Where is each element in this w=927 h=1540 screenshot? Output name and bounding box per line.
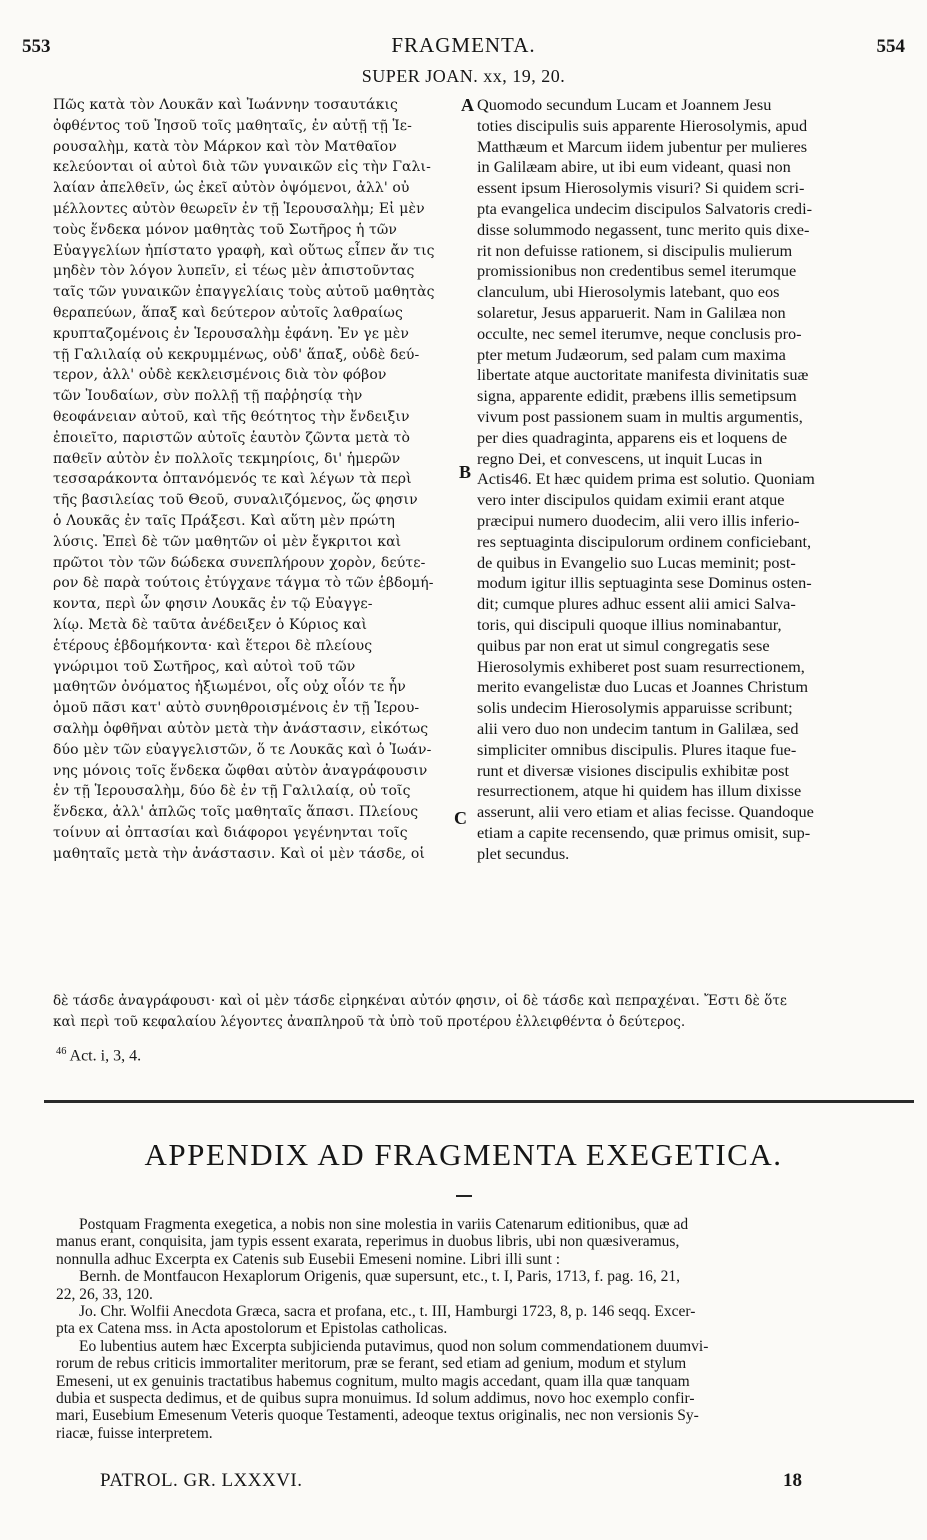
latin-text-line: clanculum, ubi Hierosolymis latebant, quo eos (477, 282, 780, 302)
footnote (56, 1046, 141, 1065)
greek-text-line: γνώριμοι τοῦ Σωτῆρος, καὶ αὐτοὶ τοῦ τῶν (53, 658, 356, 675)
greek-text-line: μαθηταῖς μετὰ τὴν ἀνάστασιν. Καὶ οἱ μὲν τάσδε, οἱ (53, 845, 426, 862)
greek-text-line: ἕνδεκα, ἀλλ' ἁπλῶς τοῖς μαθηταῖς ἅπασι. Πλείους (53, 804, 419, 821)
appendix-text-line: Jo. Chr. Wolfii Anecdota Græca, sacra et profana, etc., t. III, Hamburgi 1723, 8, p. 146 seqq. Excer- (79, 1302, 696, 1320)
footnote-text: Act. i, 3, 4. (69, 1047, 142, 1065)
greek-column (53, 95, 458, 864)
latin-text-line: per dies quadraginta, apparens eis et loquens de (477, 427, 788, 447)
title-dash (456, 1195, 472, 1197)
greek-text-line: δὲ τάσδε ἀναγράφουσι· καὶ οἱ μὲν τάσδε εἰρηκέναι αὐτόν φησιν, οἱ δὲ τάσδε καὶ πεπραχέναι. Ἔστι δὲ ὅτε (53, 993, 787, 1009)
greek-text-line: ἐν τῇ Ἱερουσαλὴμ, δύο δὲ ἐν τῇ Γαλιλαίᾳ, οὐ τοῖς (53, 783, 411, 800)
greek-text-line: τοίνυν αἱ ὀπτασίαι καὶ διάφοροι γεγένηνται τοῖς (53, 824, 408, 841)
appendix-text-line: mari, Eusebium Emesenum Veteris quoque Testamenti, adeoque textus originalis, nec non versionis Sy- (56, 1407, 699, 1425)
footer-number: 18 (783, 1470, 802, 1491)
appendix-body (56, 1216, 916, 1442)
latin-text-line: resurrectionem, atque hi quidem has illum dixisse (477, 781, 802, 801)
margin-marker-a: A (461, 95, 474, 115)
latin-text-line: toris, qui discipuli quoque illius nominabantur, (477, 614, 782, 634)
latin-text-line: quibus par non erat ut simul congregatis sese (477, 635, 770, 655)
latin-text-line: alii vero duo non undecim tantum in Galilæa, sed (477, 718, 799, 738)
greek-text-line: τῇ Γαλιλαίᾳ οὐ κεκρυμμένως, οὐδ' ἅπαξ, οὐδὲ δεύ- (53, 346, 420, 363)
latin-text-line: libertate atque auctoritate manifesta divinitatis suæ (477, 365, 809, 385)
greek-full-width-lines (53, 991, 913, 1033)
greek-text-line: ρον δὲ παρὰ τούτοις ἐτύγχανε τάγμα τὸ τῶν ἑβδομή- (53, 575, 434, 592)
greek-text-line: ὀφθέντος τοῦ Ἰησοῦ τοῖς μαθηταῖς, ἐν αὐτῇ τῇ Ἱε- (53, 117, 412, 134)
appendix-text-line: Bernh. de Montfaucon Hexaplorum Origenis, quæ supersunt, etc., t. I, Paris, 1713, f. pag. 16, 21, (79, 1268, 680, 1286)
latin-text-line: Actis46. Et hæc quidem prima est solutio. Quoniam (477, 469, 815, 489)
footnote-mark: 46 (56, 1046, 67, 1057)
latin-text-line: Hierosolymis exhiberet post suam resurrectionem, (477, 656, 805, 676)
greek-text-line: Εὐαγγελίων ἠπίστατο γραφὴ, καὶ οὕτως εἶπεν ἄν τις (53, 242, 435, 259)
latin-text-line: pta evangelica undecim discipulos Salvatoris credi- (477, 198, 813, 218)
latin-text-line: modum igitur illis septuaginta sese Dominus osten- (477, 573, 812, 593)
latin-text-line: signa, apparente edidit, præbens illis semetipsum (477, 386, 797, 406)
greek-text-line: ρουσαλὴμ, κατὰ τὸν Μάρκον καὶ τὸν Ματθαῖον (53, 138, 397, 155)
latin-text-line: merito evangelistæ duo Lucas et Joannes Christum (477, 677, 808, 697)
greek-text-line: τερον, ἀλλ' οὐδὲ κεκλεισμένοις διὰ τὸν φόβον (53, 367, 387, 384)
greek-text-line: σαλὴμ ὀφθῆναι αὐτὸν μετὰ τὴν ἀνάστασιν, εἰκότως (53, 720, 429, 737)
appendix-text-line: rorum de rebus criticis immortaliter meritorum, præ se ferant, sed etiam ad genium, modum et stylum (56, 1355, 687, 1373)
latin-text-line: vivum post passionem suam in multis argumentis, (477, 406, 803, 426)
appendix-text-line: manus erant, conquisita, jam typis essent exarata, reperimus in duobus libris, ubi non quæsiveramus, (56, 1233, 680, 1251)
greek-text-line: κελεύονται οἱ αὐτοὶ διὰ τῶν γυναικῶν εἰς τὴν Γαλι- (53, 159, 431, 176)
greek-text-line: μηδὲν τὸν λόγον λυπεῖν, εἰ τέως μὲν ἀπιστοῦντας (53, 263, 415, 280)
appendix-title: APPENDIX AD FRAGMENTA EXEGETICA. (144, 1137, 783, 1172)
greek-text-line: θεοφάνειαν αὐτοῦ, καὶ τῆς θεότητος τὴν ἔνδειξιν (53, 408, 410, 425)
latin-text-line: simpliciter omnibus discipulis. Plures itaque fue- (477, 739, 797, 759)
appendix-text-line: pta ex Catena mss. in Acta apostolorum et Epistolas catholicas. (56, 1320, 448, 1338)
latin-text-line: promissionibus non credentibus semel iterumque (477, 261, 797, 281)
footer-signature: PATROL. GR. LXXXVI. (100, 1470, 303, 1491)
latin-text-line: Matthæum et Marcum iidem jubentur per mulieres (477, 136, 808, 156)
margin-marker-b: B (459, 462, 472, 482)
greek-text-line: λίῳ. Μετὰ δὲ ταῦτα ἀνέδειξεν ὁ Κύριος καὶ (53, 616, 368, 633)
greek-text-line: δύο μὲν τῶν εὐαγγελιστῶν, ὅ τε Λουκᾶς καὶ ὁ Ἰωάν- (53, 741, 432, 758)
latin-text-line: Quomodo secundum Lucam et Joannem Jesu (477, 95, 772, 114)
latin-text-line: occulte, nec semel iterumve, neque conclusis pro- (477, 323, 802, 343)
greek-text-line: ἐποιεῖτο, παριστῶν αὐτοῖς ἑαυτὸν ζῶντα μετὰ τὸ (53, 429, 410, 446)
greek-text-line: κρυπταζομένοις ἐν Ἱερουσαλὴμ ἐφάνη. Ἐν γε μὲν (53, 325, 410, 342)
latin-text-line: præcipui numero duodecim, alii vero illis inferio- (477, 510, 800, 530)
greek-text-line: καὶ περὶ τοῦ κεφαλαίου λέγοντες ἀναπληροῦ τὰ ὑπὸ τοῦ προτέρου ἐλλειφθέντα ὁ δεύτερος. (53, 1013, 686, 1030)
section-divider (44, 1100, 914, 1103)
latin-text-line: asserunt, alii vero etiam et alias fecisse. Quandoque (477, 802, 814, 822)
greek-text-line: μέλλοντες αὐτὸν θεωρεῖν ἐν τῇ Ἱερουσαλὴμ; Εἰ μὲν (53, 200, 425, 217)
greek-text-line: τοὺς ἕνδεκα μόνον μαθητὰς τοῦ Σωτῆρος ἡ τῶν (53, 221, 397, 238)
greek-text-line: ἑτέρους ἑβδομήκοντα· καὶ ἕτεροι δὲ πλείους (53, 637, 373, 654)
appendix-text-line: Emeseni, ut ex genuinis tractatibus habemus cognitum, multo magis accedant, quam illa quæ tanquam (56, 1372, 690, 1390)
latin-text-line: vero inter discipulos quidam eximii erant atque (477, 490, 785, 510)
running-title: FRAGMENTA. (391, 33, 536, 57)
greek-text-line: ταῖς τῶν γυναικῶν ἐπαγγελίαις τοὺς αὐτοῦ μαθητὰς (53, 284, 435, 301)
greek-text-line: λύσις. Ἐπεὶ δὲ τῶν μαθητῶν οἱ μὲν ἔγκριτοι καὶ (53, 533, 402, 550)
appendix-text-line: Postquam Fragmenta exegetica, a nobis non sine molestia in variis Catenarum editionibus, quæ ad (79, 1216, 689, 1233)
greek-text-line: νης μόνοις τοῖς ἕνδεκα ὤφθαι αὐτὸν ἀναγράφουσιν (53, 762, 428, 779)
appendix-text-line: dubia et suspecta dedimus, et de quibus supra monuimus. Id solum addimus, novo hoc exemplo confir- (56, 1389, 695, 1407)
greek-text-line: τῶν Ἰουδαίων, σὺν πολλῇ τῇ παῤῥησίᾳ τὴν (53, 388, 363, 405)
greek-text-line: πρῶτοι τὸν τῶν δώδεκα συνεπλήρουν χορὸν, δεύτε- (53, 554, 426, 571)
greek-text-line: τεσσαράκοντα ὀπτανόμενός τε καὶ λέγων τὰ περὶ (53, 471, 412, 488)
greek-text-line: παθεῖν αὐτὸν ἐν πολλοῖς τεκμηρίοις, δι' ἡμερῶν (53, 450, 401, 467)
greek-text-line: λαίαν ἀπελθεῖν, ὡς ἐκεῖ αὐτὸν ὀψόμενοι, ἀλλ' οὐ (53, 180, 410, 197)
appendix-text-line: 22, 26, 33, 120. (56, 1285, 153, 1303)
greek-text-line: ὁ Λουκᾶς ἐν ταῖς Πράξεσι. Καὶ αὕτη μὲν πρώτη (53, 512, 396, 529)
running-subtitle: SUPER JOAN. xx, 19, 20. (361, 66, 566, 86)
latin-column (477, 95, 892, 864)
latin-text-line: in Galilæam abire, ut ibi eum videant, quasi non (477, 157, 791, 177)
latin-text-line: disse solummodo negassent, tunc merito quis dixe- (477, 219, 810, 239)
greek-text-line: κοντα, περὶ ὧν φησιν Λουκᾶς ἐν τῷ Εὐαγγε- (53, 596, 373, 613)
latin-text-line: runt et diversæ visiones discipulis exhibitæ post (477, 760, 790, 780)
latin-text-line: dit; cumque plures adhuc essent alii amici Salva- (477, 594, 796, 614)
greek-text-line: μαθητῶν ὀνόματος ἠξιωμένοι, οἷς οὐχ οἷόν τε ἦν (53, 679, 406, 696)
greek-text-line: τῆς βασιλείας τοῦ Θεοῦ, συναλιζόμενος, ὥς φησιν (53, 492, 418, 509)
latin-text-line: rit non defuisse rationem, si discipulis mulierum (477, 240, 793, 260)
appendix-text-line: riacæ, fuisse interpretem. (56, 1424, 213, 1442)
latin-text-line: de quibus in Evangelio suo Lucas meminit; post- (477, 552, 796, 572)
margin-marker-c: C (454, 808, 467, 828)
latin-text-line: res septuaginta discipulorum ordinem conficiebant, (477, 531, 812, 551)
latin-text-line: toties discipulis suis apparente Hierosolymis, apud (477, 115, 808, 135)
latin-text-line: essent ipsum Hierosolymis visuri? Si quidem scri- (477, 178, 805, 198)
greek-text-line: Πῶς κατὰ τὸν Λουκᾶν καὶ Ἰωάννην τοσαυτάκις (53, 97, 398, 113)
latin-text-line: solaretur, Jesus apparuerit. Nam in Galilæa non (477, 302, 786, 322)
latin-text-line: plet secundus. (477, 843, 570, 863)
latin-text-line: regno Dei, et convescens, ut inquit Lucas in (477, 448, 763, 468)
page-number-left: 553 (22, 36, 51, 57)
appendix-text-line: Eo lubentius autem hæc Excerpta subjicienda putavimus, quod non solum commendationem duumvi- (79, 1337, 709, 1355)
greek-text-line: θεραπεύων, ἅπαξ καὶ δεύτερον αὐτοῖς λαθραίως (53, 304, 403, 321)
latin-text-line: pter metum Judæorum, sed palam cum maxima (477, 344, 786, 364)
page-number-right: 554 (876, 36, 905, 57)
greek-text-line: ὁμοῦ πᾶσι κατ' αὐτὸ συνηθροισμένοις ἐν τῇ Ἱερου- (53, 700, 420, 717)
latin-text-line: solis undecim Hierosolymis apparuisse scribunt; (477, 698, 793, 718)
latin-text-line: etiam a capite recensendo, quæ primus omisit, sup- (477, 822, 811, 842)
appendix-text-line: nonnulla adhuc Excerpta ex Catenis sub Eusebii Emeseni nomine. Libri illi sunt : (56, 1250, 561, 1268)
